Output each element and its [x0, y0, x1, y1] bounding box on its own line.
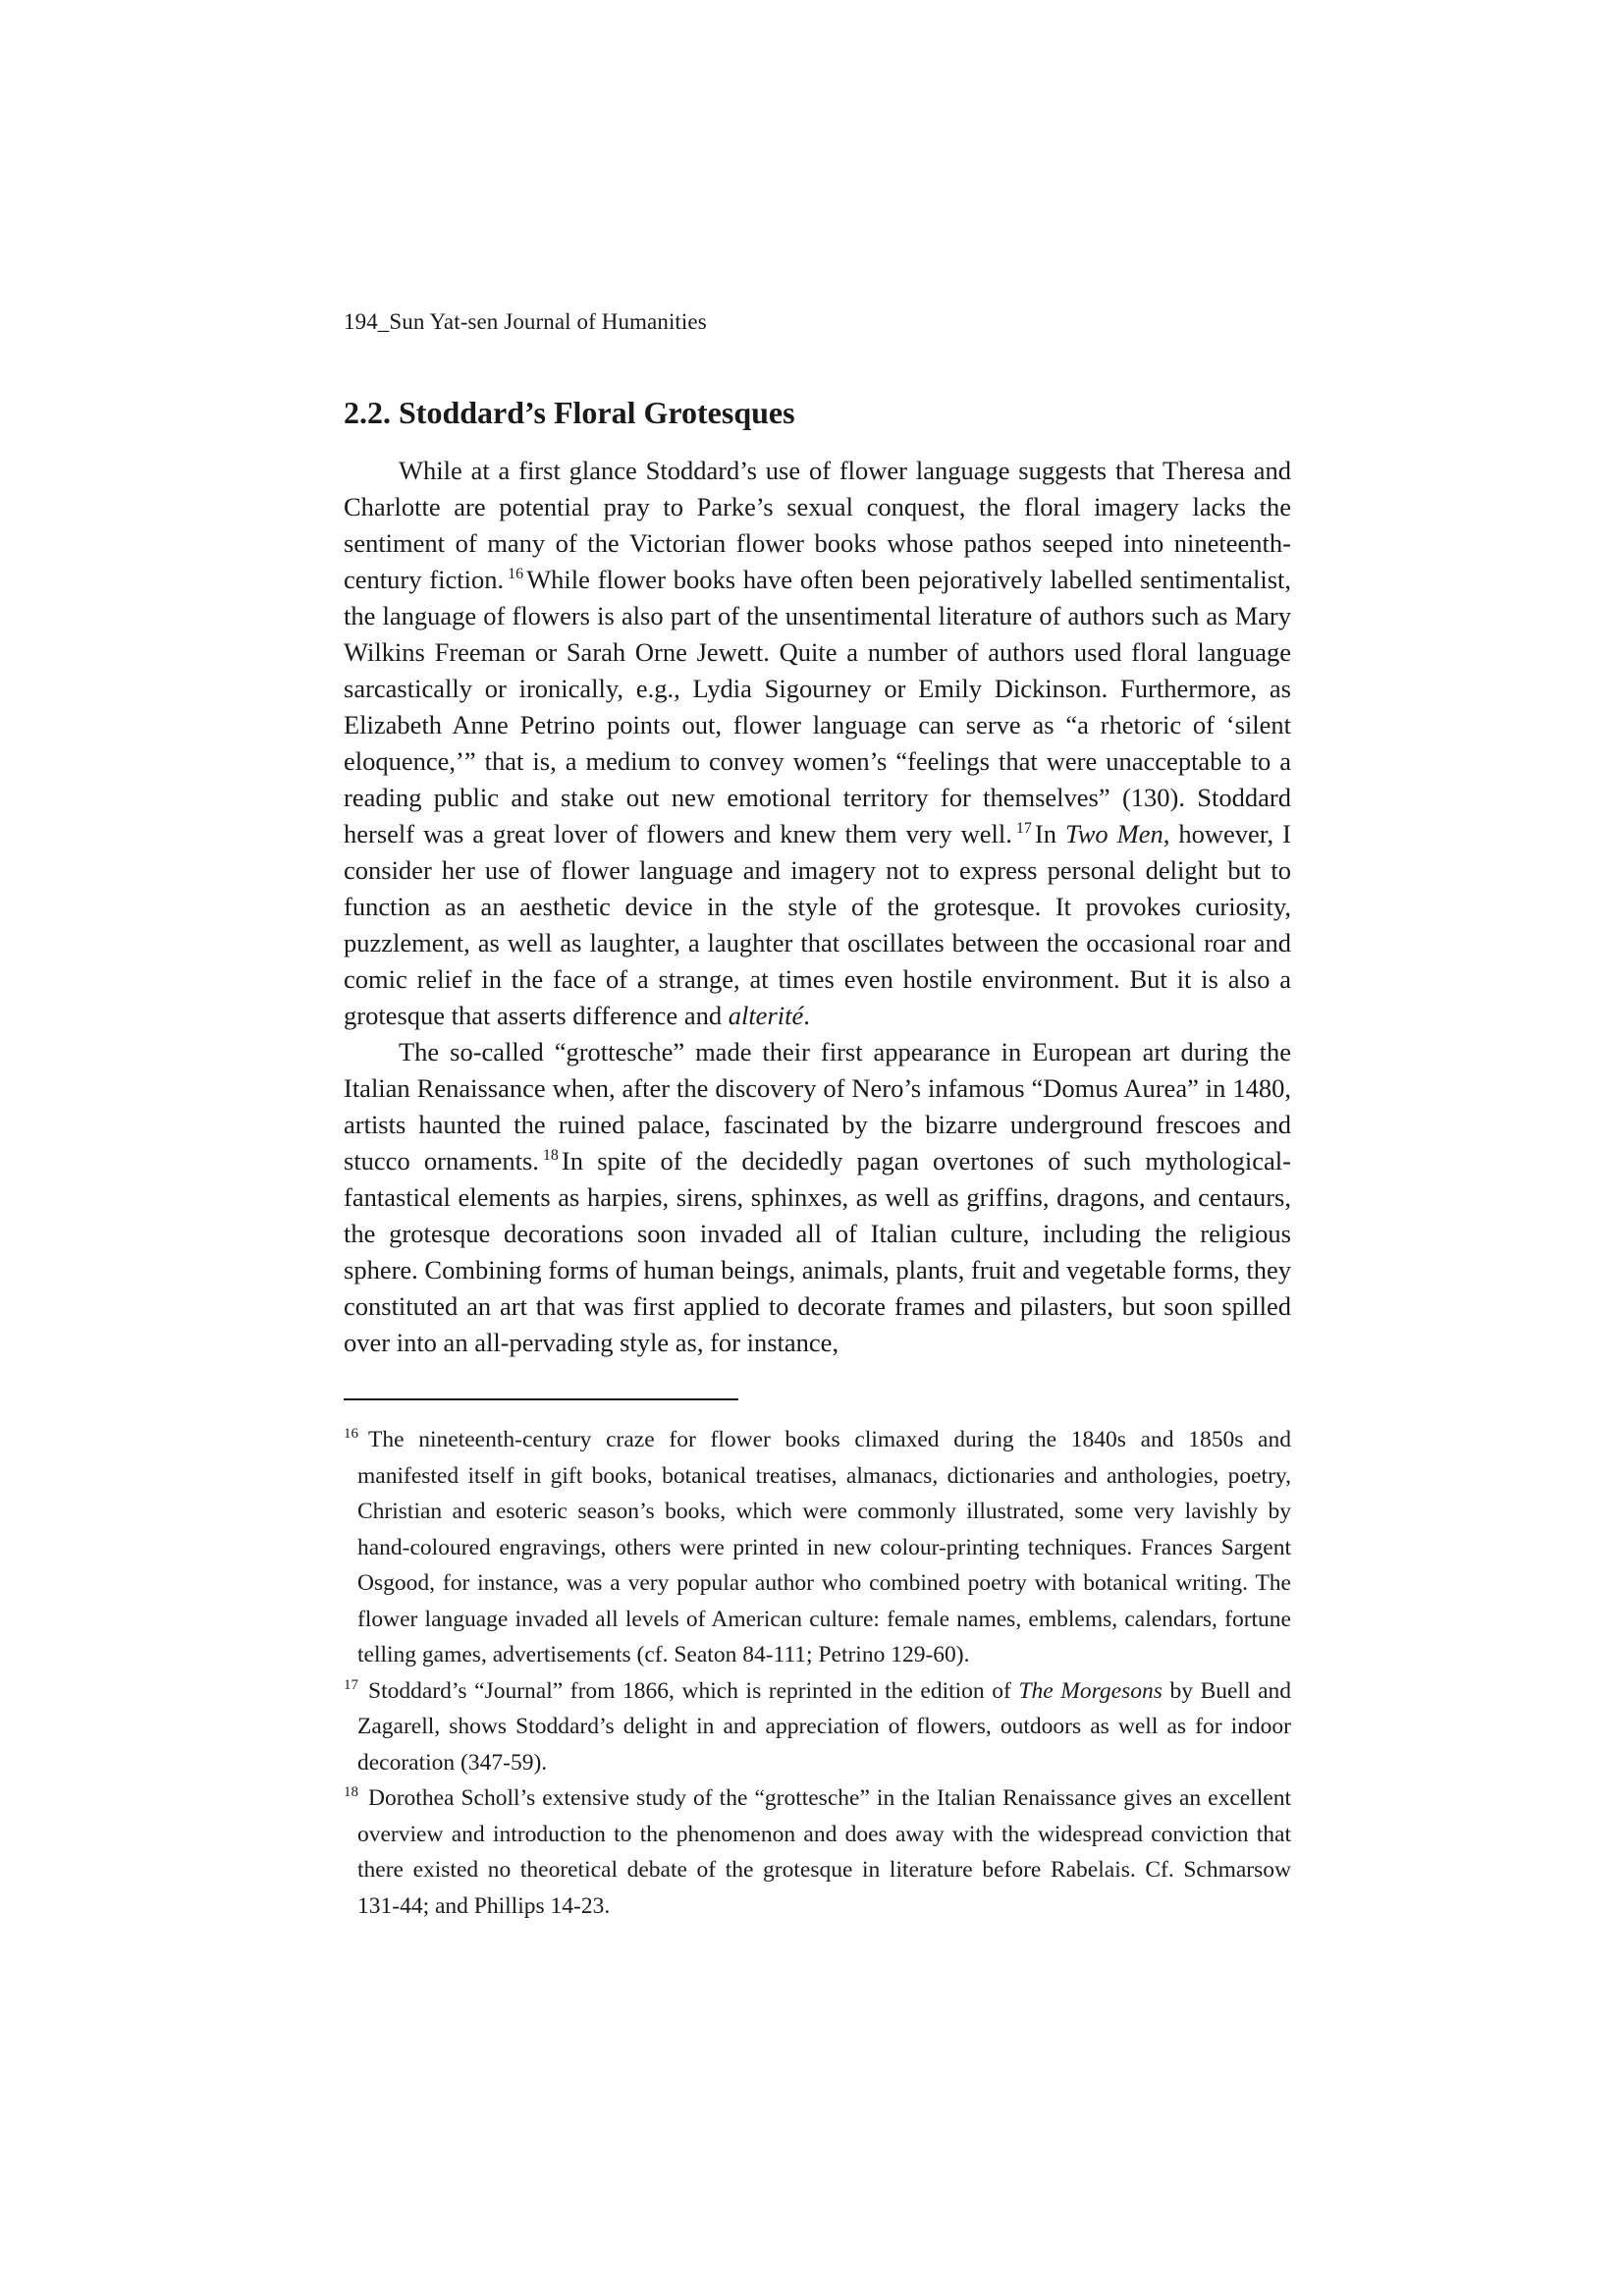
- footnote-number: 16: [344, 1426, 358, 1443]
- paragraph-text: In spite of the decidedly pagan overtones of such mythological-fantastical elements as harpies, sirens, sphinxes, as well as griffins, dragons, and centaurs, the grotesque decorations soon invaded all of Italian culture, including the religious sphere. Combining forms of human beings, animals, plants, fruit and vegetable forms, they constituted an art that was first applied to decorate frames and pilasters, but soon spilled over into an all-pervading style as, for instance,: [344, 1146, 1291, 1357]
- italic-title-two-men: Two Men: [1064, 819, 1163, 848]
- footnote-text: The nineteenth-century craze for flower books climaxed during the 1840s and 1850s and manifested itself in gift books, botanical treatises, almanacs, dictionaries and anthologies, poetry, Christian and esoteric season’s books, which were commonly illustrated, some very lavishly by hand-coloured engravings, others were printed in new colour-printing techniques. Frances Sargent Osgood, for instance, was a very popular author who combined poetry with botanical writing. The flower language invaded all levels of American culture: female names, emblems, calendars, fortune telling games, advertisements (cf. Seaton 84-111; Petrino 129-60).: [357, 1427, 1291, 1667]
- paragraph-text: The so-called “grottesche” made their first appearance in European art during the Italian Renaissance when, after the discovery of Nero’s infamous “Domus Aurea” in 1480, artists haunted the ruined palace, fascinated by the bizarre underground frescoes and stucco ornaments.: [344, 1037, 1291, 1175]
- footnote-text: Dorothea Scholl’s extensive study of the “grottesche” in the Italian Renaissance gives an excellent overview and introduction to the phenomenon and does away with the widespread conviction that there existed no theoretical debate of the grotesque in literature before Rabelais. Cf. Schmarsow 131-44; and Phillips 14-23.: [357, 1785, 1291, 1919]
- footnote-number: 18: [344, 1784, 358, 1801]
- footnotes: [344, 1422, 1291, 1924]
- footnote-reference-18[interactable]: 18: [542, 1147, 559, 1165]
- footnote-text: by Buell and Zagarell, shows Stoddard’s delight in and appreciation of flowers, outdoors as well as for indoor decoration (347-59).: [357, 1677, 1292, 1776]
- italic-title-the-morgesons: The Morgesons: [1018, 1677, 1163, 1704]
- footnote-17: [344, 1673, 1291, 1781]
- footnote-text: Stoddard’s “Journal” from 1866, which is reprinted in the edition of: [368, 1677, 1011, 1704]
- paragraph-text: In: [1034, 819, 1056, 848]
- footnote-16: [344, 1422, 1291, 1673]
- footnote-number: 17: [344, 1676, 358, 1693]
- paragraph-text: .: [803, 1001, 810, 1030]
- paragraph-text: While flower books have often been pejoratively labelled sentimentalist, the language of flowers is also part of the unsentimental literature of authors such as Mary Wilkins Freeman or Sarah Orne Jewett. Quite a number of authors used floral language sarcastically or ironically, e.g., Lydia Sigourney or Emily Dickinson. Furthermore, as Elizabeth Anne Petrino points out, flower language can serve as “a rhetoric of ‘silent eloquence,’” that is, a medium to convey women’s “feelings that were unacceptable to a reading public and stake out new emotional territory for themselves” (130). Stoddard herself was a great lover of flowers and knew them very well.: [344, 565, 1291, 848]
- paragraph-text: , however, I consider her use of flower language and imagery not to express personal delight but to function as an aesthetic device in the style of the grotesque. It provokes curiosity, puzzlement, as well as laughter, a laughter that oscillates between the occasional roar and comic relief in the face of a strange, at times even hostile environment. But it is also a grotesque that asserts difference and: [344, 819, 1291, 1030]
- footnote-reference-17[interactable]: 17: [1015, 820, 1032, 838]
- paragraph-2: [344, 1034, 1291, 1361]
- running-head: 194_Sun Yat-sen Journal of Humanities: [344, 309, 707, 334]
- body-text: [344, 453, 1291, 1361]
- paragraph-text: While at a first glance Stoddard’s use of flower language suggests that Theresa and Charlotte are potential pray to Parke’s sexual conquest, the floral imagery lacks the sentiment of many of the Victorian flower books whose pathos seeped into nineteenth-century fiction.: [344, 456, 1291, 594]
- footnote-18: [344, 1780, 1291, 1924]
- section-title: 2.2. Stoddard’s Floral Grotesques: [344, 395, 795, 430]
- footnote-separator: [344, 1398, 738, 1400]
- italic-term-alterite: alterité: [728, 1001, 804, 1030]
- footnote-reference-16[interactable]: 16: [508, 566, 524, 583]
- paragraph-1: [344, 453, 1291, 1034]
